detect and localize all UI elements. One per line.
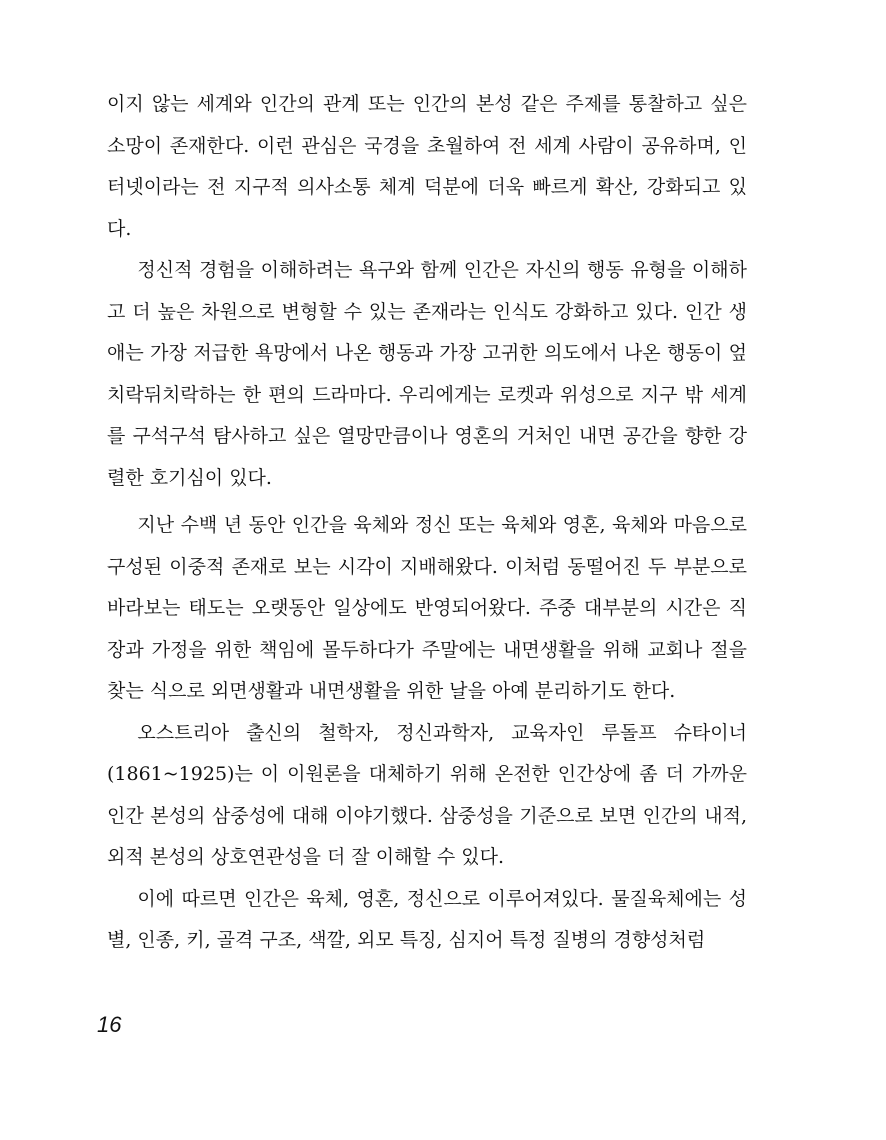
paragraph-dualism: 지난 수백 년 동안 인간을 육체와 정신 또는 육체와 영혼, 육체와 마음으로 구성된 이중적 존재로 보는 시각이 지배해왔다. 이처럼 동떨어진 두 부분으로 바라보는 태도는 오랫동안 일상에도 반영되어왔다. 주중 대부분의 시간은 직장과 가정을 위한 책임에 몰두하다가 주말에는 내면생활을 위해 교회나 절을 찾는 식으로 외면생활과 내면생활을 위한 날을 아예 분리하기도 한다. [107, 514, 747, 702]
text-section-2 [107, 505, 747, 962]
paragraph-steiner: 오스트리아 출신의 철학자, 정신과학자, 교육자인 루돌프 슈타이너(1861~1925)는 이 이원론을 대체하기 위해 온전한 인간상에 좀 더 가까운 인간 본성의 삼중성에 대해 이야기했다. 삼중성을 기준으로 보면 인간의 내적, 외적 본성의 상호연관성을 더 잘 이해할 수 있다. [107, 721, 747, 868]
paragraph-continuation: 이지 않는 세계와 인간의 관계 또는 인간의 본성 같은 주제를 통찰하고 싶은 소망이 존재한다. 이런 관심은 국경을 초월하여 전 세계 사람이 공유하며, 인터넷이라는 전 지구적 의사소통 체계 덕분에 더욱 빠르게 확산, 강화되고 있다. [107, 93, 747, 240]
paragraph-threefold: 이에 따르면 인간은 육체, 영혼, 정신으로 이루어져있다. 물질육체에는 성별, 인종, 키, 골격 구조, 색깔, 외모 특징, 심지어 특정 질병의 경향성처럼 [107, 887, 747, 951]
text-section-1 [107, 84, 747, 499]
page-number: 16 [97, 1012, 122, 1037]
paragraph-inner-space: 정신적 경험을 이해하려는 욕구와 함께 인간은 자신의 행동 유형을 이해하고 더 높은 차원으로 변형할 수 있는 존재라는 인식도 강화하고 있다. 인간 생애는 가장 저급한 욕망에서 나온 행동과 가장 고귀한 의도에서 나온 행동이 엎치락뒤치락하는 한 편의 드라마다. 우리에게는 로켓과 위성으로 지구 밖 세계를 구석구석 탐사하고 싶은 열망만큼이나 영혼의 거처인 내면 공간을 향한 강렬한 호기심이 있다. [107, 259, 747, 489]
